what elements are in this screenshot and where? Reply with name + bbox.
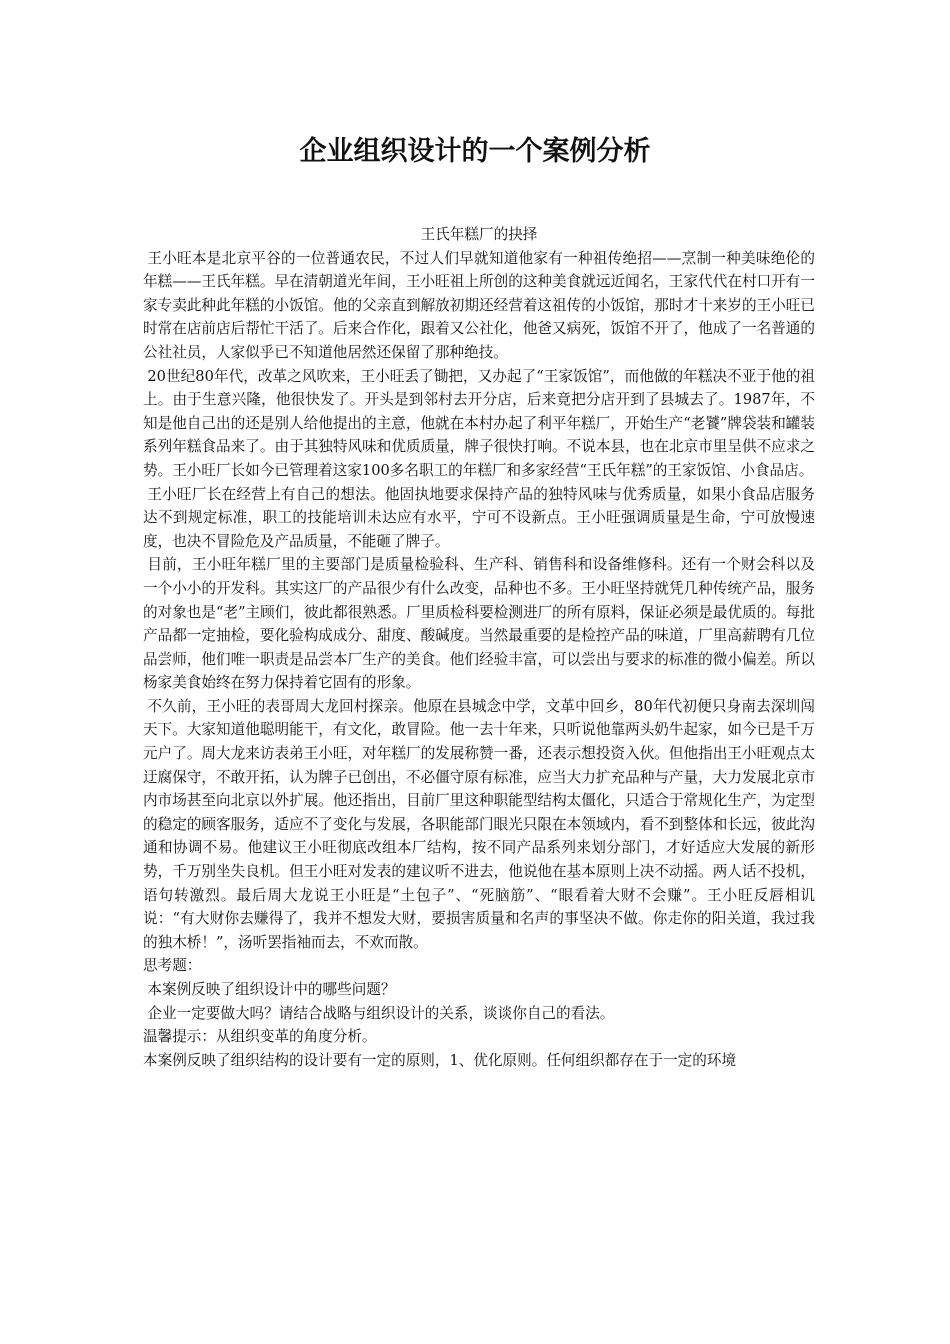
paragraph-1: 王小旺本是北京平谷的一位普通农民，不过人们早就知道他家有一种祖传绝招——烹制一种美味绝伦的年糕——王氏年糕。早在清朝道光年间，王小旺祖上所创的这种美食就远近闻名，王家代代在村口开有一家专卖此种此年糕的小饭馆。他的父亲直到解放初期还经营着这祖传的小饭馆，那时才十来岁的王小旺已时常在店前店后帮忙干活了。后来合作化，跟着又公社化，他爸又病死，饭馆不开了，他成了一名普通的公社社员，人家似乎已不知道他居然还保留了那种绝技。 — [143, 249, 815, 361]
question-1: 本案例反映了组织设计中的哪些问题？ — [147, 981, 396, 998]
answer-paragraph: 本案例反映了组织结构的设计要有一定的原则，1、优化原则。任何组织都存在于一定的环境 — [143, 1051, 737, 1069]
hint-text: 温馨提示：从组织变革的角度分析。 — [143, 1028, 377, 1046]
paragraph-2: 20世纪80年代，改革之风吹来，王小旺丢了锄把，又办起了“王家饭馆”，而他做的年糕决不亚于他的祖上。由于生意兴隆，他很快发了。开头是到邻村去开分店，后来竟把分店开到了县城去了。1987年，不知是他自己出的还是别人给他提出的主意，他就在本村办起了利平年糕厂，开始生产“老饕”牌袋装和罐装系列年糕食品来了。由于其独特风味和优质质量，牌子很快打响。不说本县，也在北京市里呈供不应求之势。王小旺厂长如今已管理着这家100多名职工的年糕厂和多家经营“王氏年糕”的王家饭馆、小食品店。 — [143, 367, 815, 479]
paragraph-5: 不久前，王小旺的表哥周大龙回村探亲。他原在县城念中学，文革中回乡，80年代初便只身南去深圳闯天下。大家知道他聪明能干，有文化，敢冒险。他一去十年来，只听说他靠两头奶牛起家，如今已是千万元户了。周大龙来访表弟王小旺，对年糕厂的发展称赞一番，还表示想投资入伙。但他指出王小旺观点太迂腐保守，不敢开拓，认为牌子已创出，不必僵守原有标准，应当大力扩充品种与产量，大力发展北京市内市场甚至向北京以外扩展。他还指出，目前厂里这种职能型结构太僵化，只适合于常规化生产，为定型的稳定的顾客服务，适应不了变化与发展，各职能部门眼光只限在本领域内，看不到整体和长远，彼此沟通和协调不易。他建议王小旺彻底改组本厂结构，按不同产品系列来划分部门，才好适应大发展的新形势，千万别坐失良机。但王小旺对发表的建议听不进去，他说他在基本原则上决不动摇。两人话不投机，语句转激烈。最后周大龙说王小旺是“土包子”、“死脑筋”、“眼看着大财不会赚”。王小旺反唇相讥说：“有大财你去赚得了，我并不想发大财，要损害质量和名声的事坚决不做。你走你的阳关道，我过我的独木桥！”，汤听罢指袖而去，不欢而散。 — [143, 697, 815, 951]
document-title: 企业组织设计的一个案例分析 — [299, 136, 651, 167]
case-subtitle: 王氏年糕厂的抉择 — [420, 226, 538, 243]
questions-label: 思考题： — [143, 957, 202, 975]
document-body — [143, 223, 815, 1072]
paragraph-3: 王小旺厂长在经营上有自己的想法。他固执地要求保持产品的独特风味与优秀质量，如果小食品店服务达不到规定标准，职工的技能培训未达应有水平，宁可不设新点。王小旺强调质量是生命，宁可放慢速度，也决不冒险危及产品质量，不能砸了牌子。 — [143, 485, 815, 550]
paragraph-4: 目前，王小旺年糕厂里的主要部门是质量检验科、生产科、销售科和设备维修科。还有一个财会科以及一个小小的开发科。其实这厂的产品很少有什么改变，品种也不多。王小旺坚持就凭几种传统产品，服务的对象也是“老”主顾们，彼此都很熟悉。厂里质检科要检测进厂的所有原料，保证必须是最优质的。每批产品都一定抽检，要化验构成成分、甜度、酸碱度。当然最重要的是检控产品的味道，厂里高薪聘有几位品尝师，他们唯一职责是品尝本厂生产的美食。他们经验丰富，可以尝出与要求的标准的微小偏差。所以杨家美食始终在努力保持着它固有的形象。 — [143, 556, 815, 692]
question-2: 企业一定要做大吗？请结合战略与组织设计的关系，谈谈你自己的看法。 — [147, 1004, 615, 1022]
